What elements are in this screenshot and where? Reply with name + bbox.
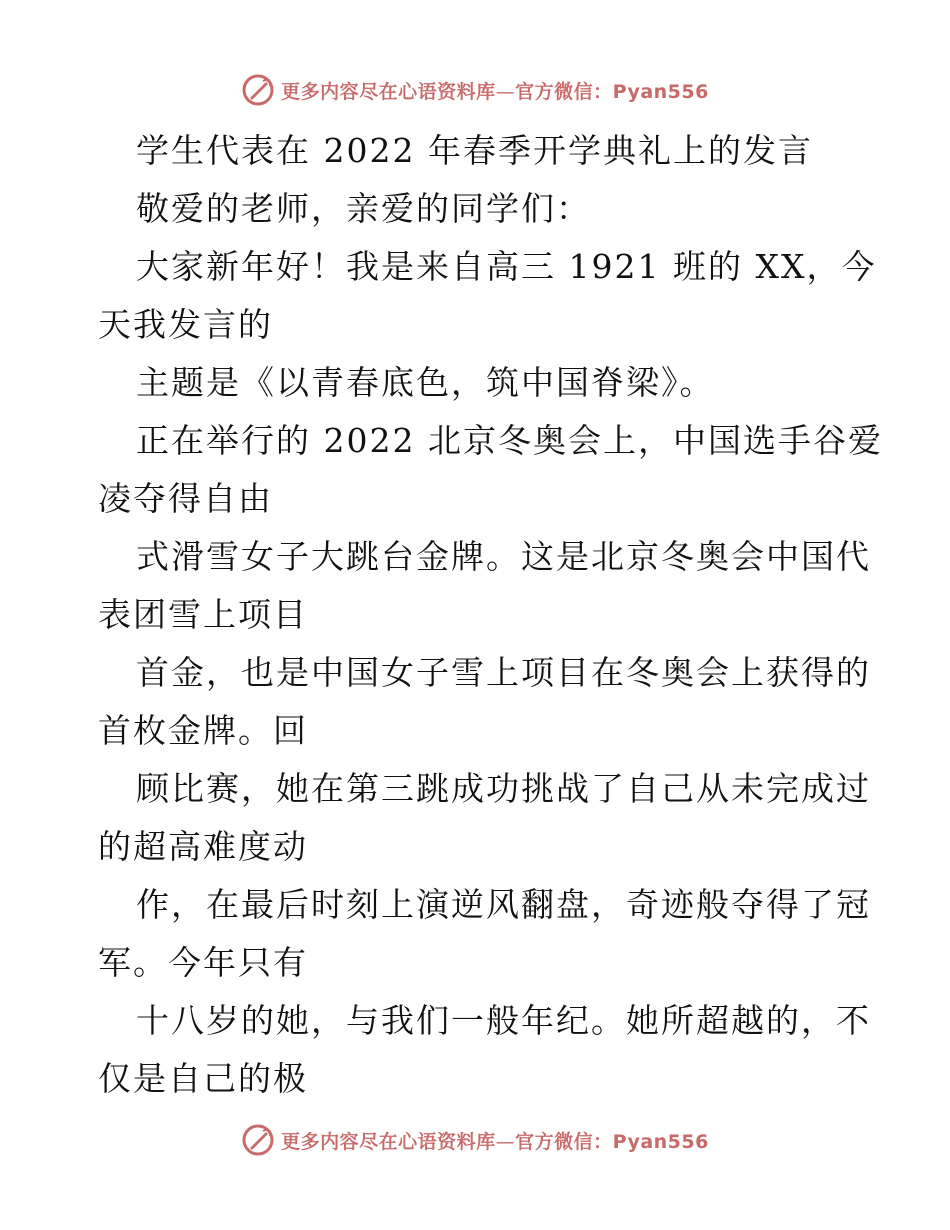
document-body bbox=[98, 122, 883, 1108]
paragraph-line: 凌夺得自由 bbox=[98, 479, 273, 518]
banner-wechat-label: 官方微信： bbox=[515, 80, 613, 103]
paragraph-line: 的超高难度动 bbox=[98, 827, 308, 866]
paragraph-line: 式滑雪女子大跳台金牌。这是北京冬奥会中国代 bbox=[136, 537, 871, 576]
banner-wechat-id: Pyan556 bbox=[612, 1130, 709, 1153]
banner-main-text: 更多内容尽在心语资料库 bbox=[281, 80, 496, 103]
paragraph-line: 顾比赛，她在第三跳成功挑战了自己从未完成过 bbox=[136, 769, 871, 808]
paragraph-line: 军。今年只有 bbox=[98, 943, 308, 982]
paragraph-line: 表团雪上项目 bbox=[98, 595, 308, 634]
paragraph-line: 大家新年好！我是来自高三 1921 班的 XX，今 bbox=[136, 247, 877, 286]
paragraph-line: 首金，也是中国女子雪上项目在冬奥会上获得的 bbox=[136, 653, 871, 692]
banner-text bbox=[281, 77, 709, 104]
banner-text bbox=[281, 1127, 709, 1154]
header-banner bbox=[0, 70, 950, 110]
paragraph-line: 首枚金牌。回 bbox=[98, 711, 308, 750]
quill-seal-icon bbox=[241, 1123, 275, 1157]
footer-banner bbox=[0, 1120, 950, 1160]
banner-main-text: 更多内容尽在心语资料库 bbox=[281, 1130, 496, 1153]
paragraph-line: 十八岁的她，与我们一般年纪。她所超越的，不 bbox=[136, 1001, 871, 1040]
banner-wechat-id: Pyan556 bbox=[612, 80, 709, 103]
paragraph-line: 仅是自己的极 bbox=[98, 1059, 308, 1098]
quill-seal-icon bbox=[241, 73, 275, 107]
banner-wechat-label: 官方微信： bbox=[515, 1130, 613, 1153]
paragraph-line: 天我发言的 bbox=[98, 305, 273, 344]
banner-dash: — bbox=[495, 80, 516, 103]
document-title: 学生代表在 2022 年春季开学典礼上的发言 bbox=[136, 131, 813, 170]
banner-dash: — bbox=[495, 1130, 516, 1153]
paragraph-line: 主题是《以青春底色，筑中国脊梁》。 bbox=[136, 363, 715, 402]
salutation: 敬爱的老师，亲爱的同学们： bbox=[136, 189, 591, 228]
paragraph-line: 作，在最后时刻上演逆风翻盘，奇迹般夺得了冠 bbox=[136, 885, 871, 924]
paragraph-line: 正在举行的 2022 北京冬奥会上，中国选手谷爱 bbox=[136, 421, 883, 460]
